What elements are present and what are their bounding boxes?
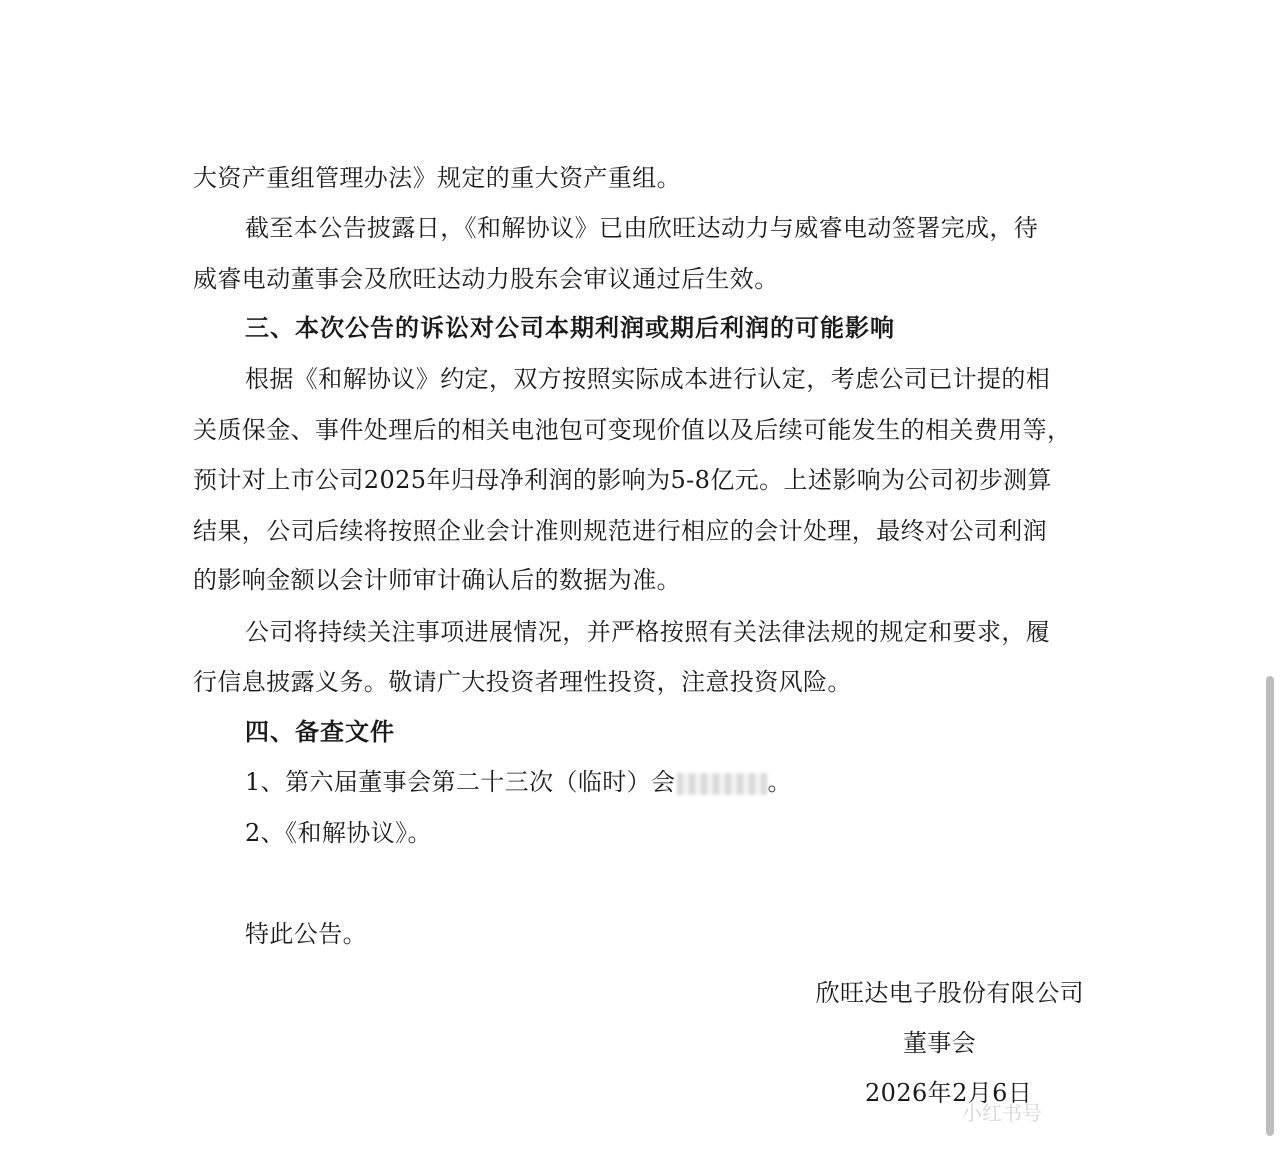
file-item-1-text: 1、第六届董事会第二十三次（临时）会 <box>245 768 676 796</box>
signature-date: 2026年2月6日 <box>865 1079 1033 1107</box>
paragraph-impact-line-5: 的影响金额以会计师审计确认后的数据为准。 <box>193 566 681 594</box>
redacted-blur <box>677 773 767 795</box>
paragraph-continuation-line-1: 大资产重组管理办法》规定的重大资产重组。 <box>193 164 681 192</box>
paragraph-impact-line-1: 根据《和解协议》约定，双方按照实际成本进行认定，考虑公司已计提的相 <box>245 365 1051 393</box>
file-item-1 <box>245 767 792 797</box>
vertical-scrollbar[interactable] <box>1266 676 1274 1136</box>
file-item-2: 2、《和解协议》。 <box>245 819 432 847</box>
paragraph-status-line-2: 威睿电动董事会及欣旺达动力股东会审议通过后生效。 <box>193 265 779 293</box>
closing-text: 特此公告。 <box>245 920 367 948</box>
file-item-1-end: 。 <box>767 768 792 796</box>
paragraph-impact-line-4: 结果，公司后续将按照企业会计准则规范进行相应的会计处理，最终对公司利润 <box>193 517 1047 545</box>
signature-board: 董事会 <box>903 1029 977 1057</box>
watermark-text: 小红书号 <box>962 1101 1042 1125</box>
signature-company: 欣旺达电子股份有限公司 <box>815 979 1084 1007</box>
paragraph-status-line-1: 截至本公告披露日，《和解协议》已由欣旺达动力与威睿电动签署完成，待 <box>245 214 1039 242</box>
section-three-heading: 三、本次公告的诉讼对公司本期利润或期后利润的可能影响 <box>245 314 895 342</box>
paragraph-impact-line-2: 关质保金、事件处理后的相关电池包可变现价值以及后续可能发生的相关费用等， <box>193 416 1072 444</box>
paragraph-disclosure-line-1: 公司将持续关注事项进展情况，并严格按照有关法律法规的规定和要求，履 <box>245 618 1051 646</box>
section-four-heading: 四、备查文件 <box>245 718 395 746</box>
paragraph-disclosure-line-2: 行信息披露义务。敬请广大投资者理性投资，注意投资风险。 <box>193 668 852 696</box>
paragraph-impact-line-3: 预计对上市公司2025年归母净利润的影响为5-8亿元。上述影响为公司初步测算 <box>193 466 1052 494</box>
